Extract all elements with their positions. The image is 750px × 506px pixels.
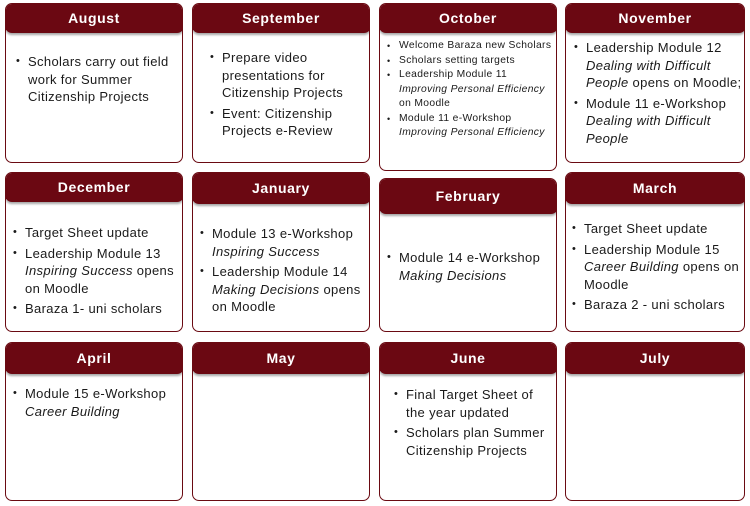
list-item	[394, 386, 554, 421]
item-text: Target Sheet update	[584, 221, 708, 236]
list-item	[210, 49, 368, 102]
item-text: Module 13 e-Workshop	[212, 226, 354, 241]
list-item	[572, 241, 744, 294]
item-text: Target Sheet update	[25, 225, 149, 240]
item-list	[200, 225, 370, 319]
item-text: Module 15 e-Workshop	[25, 386, 167, 401]
card-title: December	[5, 172, 183, 202]
item-emphasis: Career Building	[25, 403, 120, 419]
item-text: Scholars carry out field work for Summer Citizenship Projects	[28, 54, 169, 104]
card-june	[379, 342, 557, 501]
card-december	[5, 172, 183, 332]
list-item	[574, 39, 745, 92]
list-item	[387, 54, 554, 69]
card-may	[192, 342, 370, 501]
item-text: Leadership Module 12	[586, 40, 722, 55]
item-text: Baraza 1- uni scholars	[25, 301, 163, 316]
item-list	[387, 39, 554, 141]
list-item	[394, 424, 554, 459]
item-list	[387, 249, 555, 287]
list-item	[387, 112, 554, 141]
item-text: Event: Citizenship Projects e-Review	[222, 105, 333, 138]
item-text: Leadership Module 11	[399, 69, 508, 80]
list-item	[210, 105, 368, 140]
item-text: Scholars setting targets	[399, 54, 515, 66]
list-item	[572, 296, 744, 314]
card-september	[192, 3, 370, 163]
list-item	[574, 95, 745, 148]
item-text: opens on Moodle	[212, 281, 361, 314]
item-text: Welcome Baraza new Scholars	[399, 40, 552, 51]
item-text: on Moodle	[399, 98, 451, 109]
card-title: September	[192, 3, 370, 33]
item-emphasis: Improving Personal Efficiency	[399, 83, 545, 95]
item-list	[574, 39, 745, 150]
item-text: Module 11 e-Workshop	[399, 112, 512, 124]
item-emphasis: Inspiring Success	[25, 263, 133, 278]
list-item	[13, 245, 183, 298]
card-title: June	[379, 342, 557, 374]
card-title: October	[379, 3, 557, 33]
item-text: opens on Moodle	[25, 263, 174, 296]
list-item	[387, 249, 555, 284]
item-list	[16, 53, 182, 109]
card-title: August	[5, 3, 183, 33]
card-march	[565, 172, 745, 332]
card-november	[565, 3, 745, 163]
item-text: Prepare video presentations for Citizenship Projects	[222, 50, 344, 100]
list-item	[13, 385, 183, 420]
item-emphasis: Improving Personal Efficiency	[399, 127, 545, 138]
list-item	[200, 225, 370, 260]
card-title: March	[565, 172, 745, 204]
item-text: Leadership Module 15	[584, 241, 720, 257]
card-january	[192, 172, 370, 332]
card-title: January	[192, 172, 370, 204]
list-item	[13, 224, 183, 242]
list-item	[387, 68, 554, 112]
item-text: Leadership Module 13	[25, 245, 161, 261]
card-title: May	[192, 342, 370, 374]
card-august	[5, 3, 183, 163]
card-title: April	[5, 342, 183, 374]
item-list	[13, 385, 183, 423]
item-emphasis: Inspiring Success	[212, 243, 320, 259]
item-emphasis: Career Building	[584, 259, 679, 274]
item-text: Module 11 e-Workshop	[586, 95, 727, 111]
item-emphasis: Dealing with Difficult People	[586, 57, 711, 90]
item-emphasis: Making Decisions	[399, 267, 507, 283]
card-february	[379, 178, 557, 332]
item-text: Baraza 2 - uni scholars	[584, 297, 726, 312]
item-text: Leadership Module 14	[212, 264, 348, 279]
list-item	[16, 53, 182, 106]
list-item	[572, 220, 744, 238]
item-emphasis: Making Decisions	[212, 281, 320, 297]
list-item	[387, 39, 554, 54]
card-title: February	[379, 178, 557, 214]
item-list	[572, 220, 744, 317]
item-text: opens on Moodle	[584, 259, 740, 292]
list-item	[200, 263, 370, 316]
card-title: November	[565, 3, 745, 33]
item-text: Final Target Sheet of the year updated	[406, 387, 534, 420]
item-emphasis: Dealing with Difficult People	[586, 113, 711, 146]
item-text: opens on Moodle;	[628, 75, 742, 90]
card-october	[379, 3, 557, 171]
item-list	[210, 49, 368, 143]
item-text: Module 14 e-Workshop	[399, 250, 541, 265]
card-july	[565, 342, 745, 501]
item-list	[394, 386, 554, 462]
item-list	[13, 224, 183, 321]
card-april	[5, 342, 183, 501]
card-title: July	[565, 342, 745, 374]
list-item	[13, 300, 183, 318]
item-text: Scholars plan Summer Citizenship Projects	[406, 425, 545, 458]
